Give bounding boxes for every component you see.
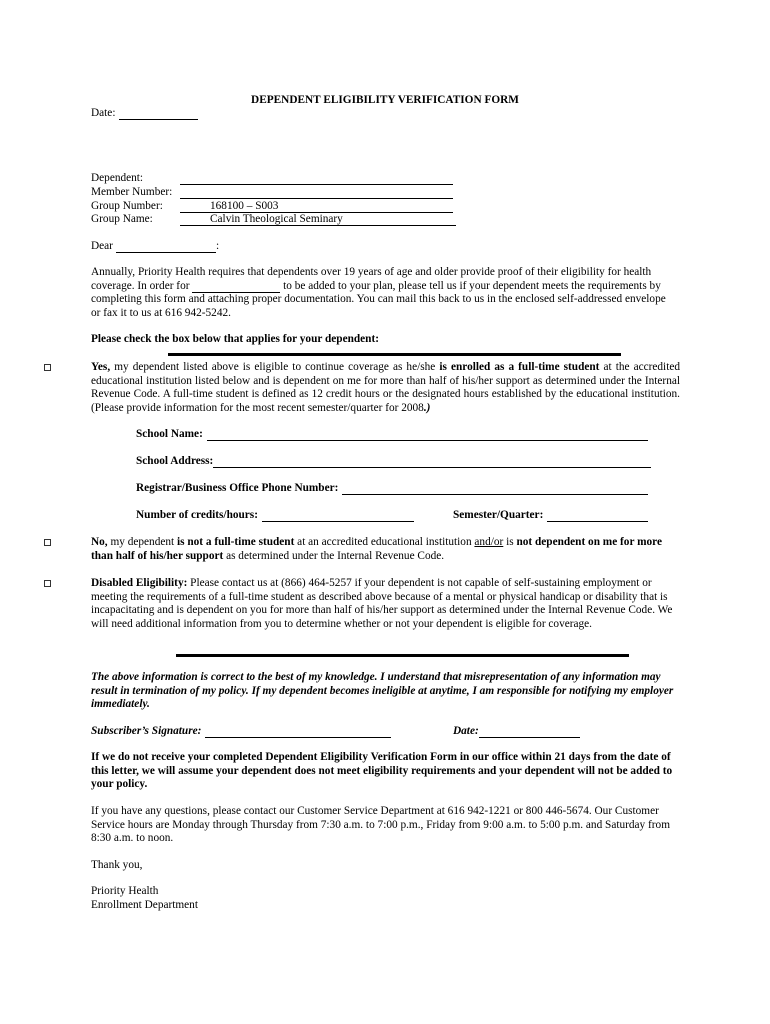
option-no-emphasis-1: is not a full-time student	[176, 536, 295, 548]
salutation	[91, 240, 219, 254]
group-number-field[interactable]: 168100 – S003	[180, 200, 453, 213]
divider-top	[168, 353, 621, 356]
date-label: Date:	[91, 107, 116, 119]
semester-row	[453, 509, 648, 523]
option-no-lead: No,	[91, 536, 108, 548]
date-field[interactable]	[119, 107, 198, 120]
school-name-label: School Name:	[136, 428, 203, 440]
option-disabled-text-1: Please contact us at (866) 464-5257 if your dependent is not capable of self-sustaining employment or meeting the requirements of a full-time student as described above because of a mental or physical handicap or disability that is incapacitating and is dependent on you for more than half of his/her support as determined under the Internal Revenue Code. We will need additional information from you to determine whether or not your dependent is eligible for coverage.	[91, 577, 673, 630]
option-yes-text	[91, 361, 680, 415]
group-name-row	[91, 213, 456, 227]
form-title: DEPENDENT ELIGIBILITY VERIFICATION FORM	[251, 94, 519, 106]
intro-text-after: to be added to your plan, please tell us if your dependent meets the requirements by completing this form and attaching proper documentation. You can mail this back to us in the enclosed self-addressed envelope or fax it to us at 616 942-5242.	[91, 279, 666, 319]
option-no-text-3: is	[503, 536, 517, 548]
member-number-field[interactable]	[180, 186, 453, 199]
signature-label: Subscriber’s Signature:	[91, 725, 202, 737]
option-yes-text-1: my dependent listed above is eligible to continue coverage as he/she	[110, 361, 440, 373]
option-no-underlined: and/or	[474, 536, 504, 548]
option-yes-checkbox[interactable]	[44, 364, 51, 371]
salutation-greeting: Dear	[91, 240, 113, 252]
credits-row	[136, 509, 414, 523]
credits-field[interactable]	[262, 509, 414, 522]
school-address-label: School Address:	[136, 455, 214, 467]
option-no-text-1: my dependent	[107, 536, 177, 548]
dependent-label: Dependent:	[91, 172, 144, 184]
school-name-field[interactable]	[207, 428, 648, 441]
option-disabled-lead: Disabled Eligibility:	[91, 577, 188, 589]
semester-label: Semester/Quarter:	[453, 509, 544, 521]
signature-row	[91, 725, 391, 739]
attestation-statement: The above information is correct to the best of my knowledge. I understand that misrepresentation of any information may result in termination of my policy. If my dependent becomes ineligible at anytime, I am responsible for notifying my employer immediately.	[91, 671, 674, 710]
registrar-phone-field[interactable]	[342, 482, 648, 495]
group-name-label: Group Name:	[91, 213, 153, 225]
signature-field[interactable]	[205, 725, 391, 738]
date-row	[91, 107, 198, 121]
group-number-label: Group Number:	[91, 200, 163, 212]
divider-bottom	[176, 654, 629, 657]
option-yes-text-end: .)	[423, 401, 431, 414]
intro-paragraph	[91, 266, 677, 320]
contact-paragraph: If you have any questions, please contact our Customer Service Department at 616 942-1221 or 800 446-5674. Our Customer Service hours are Monday through Thursday from 7:30 a.m. to 7:00 p.m., Friday from 9:00 a.m. to 5:00 p.m. and Saturday from 8:30 a.m. to noon.	[91, 805, 670, 844]
credits-label: Number of credits/hours:	[136, 509, 258, 521]
deadline-notice: If we do not receive your completed Dependent Eligibility Verification Form in our office within 21 days from the date of this letter, we will assume your dependent does not meet eligibility requirements and your dependent will not be added to your policy.	[91, 751, 673, 790]
semester-field[interactable]	[547, 509, 648, 522]
group-number-row	[91, 200, 453, 214]
option-no-text-4: as determined under the Internal Revenue Code.	[223, 549, 445, 562]
registrar-phone-label: Registrar/Business Office Phone Number:	[136, 482, 339, 494]
group-name-field[interactable]: Calvin Theological Seminary	[180, 213, 456, 226]
school-address-field[interactable]	[213, 455, 651, 468]
option-no-checkbox[interactable]	[44, 539, 51, 546]
dependent-row	[91, 172, 453, 186]
member-number-row	[91, 186, 453, 200]
member-number-label: Member Number:	[91, 186, 173, 198]
salutation-name-field[interactable]	[116, 240, 216, 253]
intro-dependent-field[interactable]	[192, 280, 280, 293]
option-disabled-checkbox[interactable]	[44, 580, 51, 587]
dependent-field[interactable]	[180, 172, 453, 185]
school-name-row	[136, 428, 648, 442]
school-address-row	[136, 455, 651, 469]
option-yes-text-2: at the accredited educational institution listed below and is dependent on me for more than half of his/her support as determined under the Internal Revenue Code. A full-time student is defined as 12 credit hours or the designated hours established by the educational institution. (Please provide information for the most recent semester/quarter for 2008	[91, 361, 680, 414]
option-no-text	[91, 536, 680, 563]
option-disabled-text	[91, 577, 680, 631]
closing-thanks: Thank you,	[91, 859, 143, 871]
closing-department: Enrollment Department	[91, 899, 198, 911]
closing-organization: Priority Health	[91, 885, 159, 897]
option-yes-emphasis: is enrolled as a full-time student	[439, 361, 600, 373]
signature-date-row	[453, 725, 580, 739]
registrar-phone-row	[136, 482, 648, 496]
option-no-emphasis-2: not dependent on me for more than half of his/her support	[91, 536, 662, 562]
intro-text-before: Annually, Priority Health requires that dependents over 19 years of age and older provide proof of their eligibility for health coverage. In order for	[91, 266, 652, 292]
signature-date-field[interactable]	[479, 725, 580, 738]
option-yes-lead: Yes,	[91, 361, 111, 373]
signature-date-label: Date:	[453, 725, 479, 737]
option-no-text-2: at an accredited educational institution	[294, 536, 475, 548]
salutation-punctuation: :	[215, 240, 220, 252]
instruction-heading: Please check the box below that applies for your dependent:	[91, 333, 379, 345]
